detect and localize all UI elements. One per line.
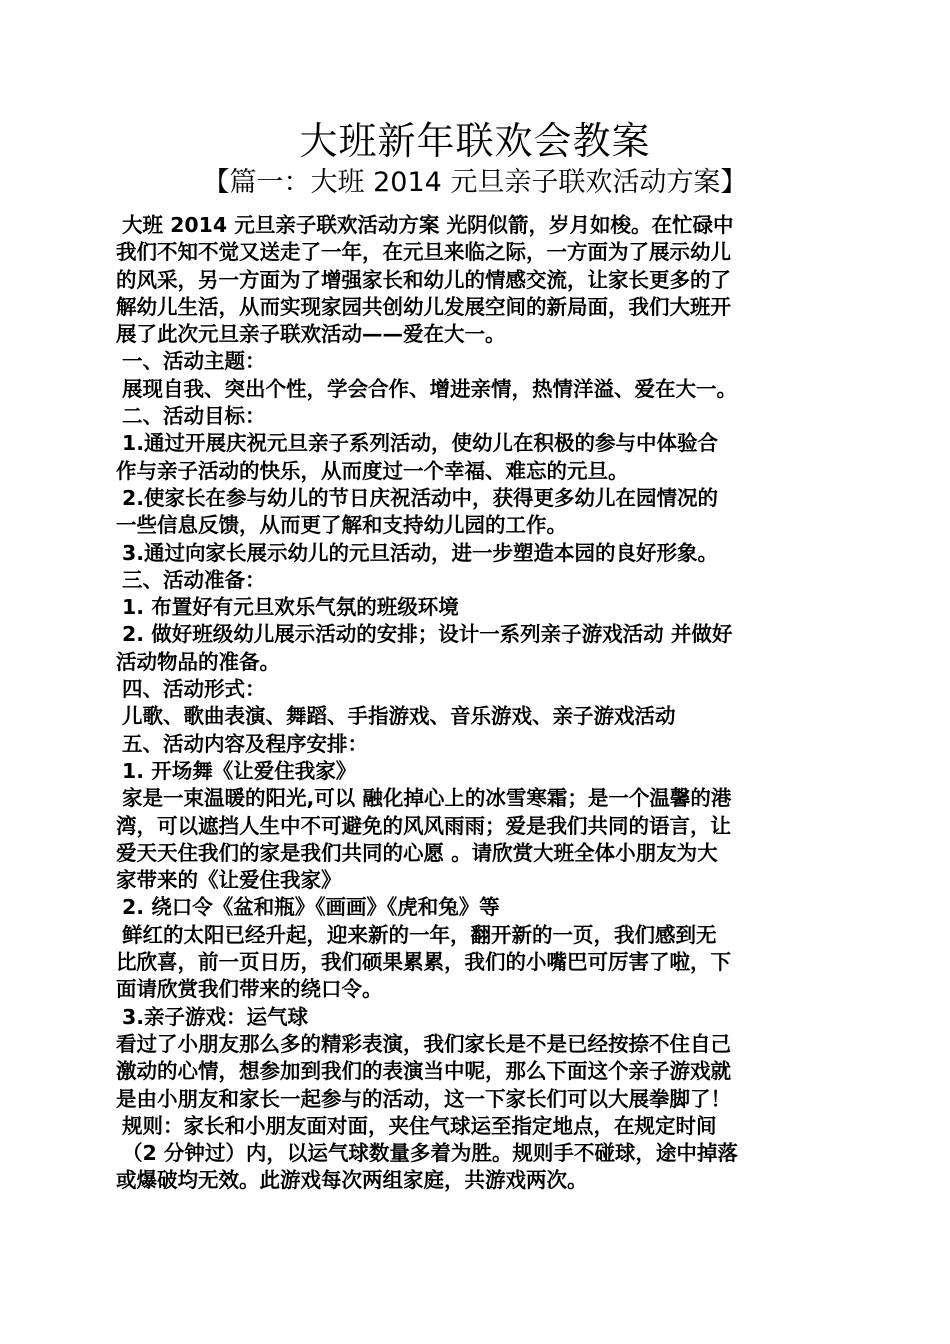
text-line: 作与亲子活动的快乐，从而度过一个幸福、难忘的元旦。 (116, 458, 629, 483)
text-line: 或爆破均无效。此游戏每次两组家庭，共游戏两次。 (116, 1168, 588, 1193)
text-line: 规则：家长和小朋友面对面，夹住气球运至指定地点，在规定时间 (122, 1113, 717, 1138)
text-line: 2.使家长在参与幼儿的节日庆祝活动中，获得更多幼儿在园情况的 (122, 485, 719, 510)
text-line: 是由小朋友和家长一起参与的活动，这一下家长们可以大展拳脚了！ (116, 1086, 731, 1111)
text-line: 3.通过向家长展示幼儿的元旦活动，进一步塑造本园的良好形象。 (122, 540, 719, 565)
text-line: 二、活动目标： (122, 404, 266, 429)
text-line: 的风采，另一方面为了增强家长和幼儿的情感交流，让家长更多的了 (116, 267, 731, 292)
text-line: 比欣喜，前一页日历，我们硕果累累，我们的小嘴巴可厉害了啦，下 (116, 950, 731, 975)
text-line: 儿歌、歌曲表演、舞蹈、手指游戏、音乐游戏、亲子游戏活动 (122, 704, 676, 729)
text-line: 解幼儿生活，从而实现家园共创幼儿发展空间的新局面，我们大班开 (116, 294, 731, 319)
text-line: 1. 开场舞《让爱住我家》 (122, 758, 357, 783)
text-line: 一些信息反馈，从而更了解和支持幼儿园的工作。 (116, 513, 567, 538)
document-title: 大班新年联欢会教案 (299, 119, 651, 163)
text-line: 激动的心情，想参加到我们的表演当中呢，那么下面这个亲子游戏就 (116, 1059, 731, 1084)
text-line: （2 分钟过）内，以运气球数量多着为胜。规则手不碰球，途中掉落 (122, 1141, 738, 1166)
document-subtitle: 【篇一：大班 2014 元旦亲子联欢活动方案】 (202, 167, 748, 198)
text-line: 2. 做好班级幼儿展示活动的安排；设计一系列亲子游戏活动 并做好 (122, 622, 733, 647)
text-line: 家带来的《让爱住我家》 (116, 868, 342, 893)
text-line: 四、活动形式： (122, 677, 266, 702)
text-line: 家是一束温暖的阳光,可以 融化掉心上的冰雪寒霜；是一个温馨的港 (122, 786, 732, 811)
text-line: 展了此次元旦亲子联欢活动——爱在大一。 (116, 322, 506, 347)
text-line: 看过了小朋友那么多的精彩表演，我们家长是不是已经按捺不住自己 (116, 1031, 731, 1056)
document-body (116, 212, 836, 1195)
text-line: 面请欣赏我们带来的绕口令。 (116, 977, 383, 1002)
text-line: 五、活动内容及程序安排： (122, 731, 368, 756)
text-line: 我们不知不觉又送走了一年，在元旦来临之际，一方面为了展示幼儿 (116, 240, 731, 265)
text-line: 1. 布置好有元旦欢乐气氛的班级环境 (122, 595, 459, 620)
text-line: 2. 绕口令《盆和瓶》《画画》《虎和兔》等 (122, 895, 500, 920)
text-line: 1.通过开展庆祝元旦亲子系列活动，使幼儿在积极的参与中体验合 (122, 431, 719, 456)
text-line: 湾，可以遮挡人生中不可避免的风风雨雨；爱是我们共同的语言，让 (116, 813, 731, 838)
text-line: 活动物品的准备。 (116, 649, 280, 674)
text-line: 展现自我、突出个性，学会合作、增进亲情，热情洋溢、爱在大一。 (122, 376, 737, 401)
text-line: 3.亲子游戏：运气球 (122, 1004, 309, 1029)
text-line: 一、活动主题： (122, 349, 266, 374)
text-line: 三、活动准备： (122, 567, 266, 592)
text-line: 爱天天住我们的家是我们共同的心愿 。请欣赏大班全体小朋友为大 (116, 840, 718, 865)
text-line: 大班 2014 元旦亲子联欢活动方案 光阴似箭，岁月如梭。在忙碌中 (122, 213, 734, 237)
text-line: 鲜红的太阳已经升起，迎来新的一年，翻开新的一页，我们感到无 (122, 922, 717, 947)
